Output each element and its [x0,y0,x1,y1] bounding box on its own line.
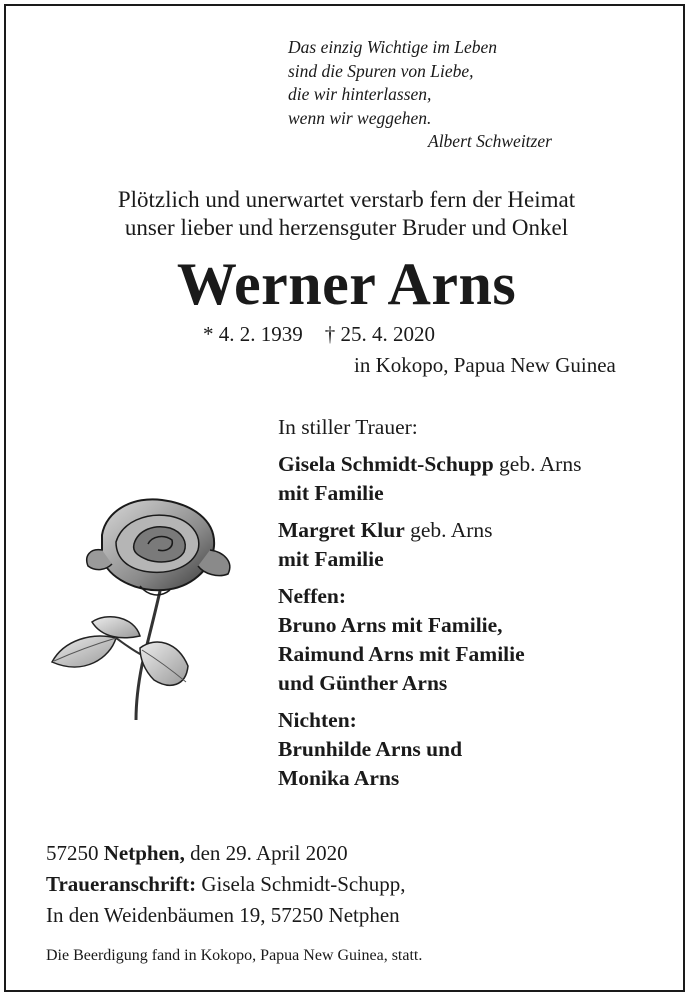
mourners-heading: In stiller Trauer: [278,415,418,439]
mourner-nieces [278,706,581,793]
place-date-line [46,838,405,869]
niece-line: Brunhilde Arns und [278,737,463,761]
burial-note: Die Beerdigung fand in Kokopo, Papua New Guinea, statt. [46,947,423,964]
mourner-sister-2 [278,516,581,574]
niece-line: Monika Arns [278,766,400,790]
postal-code: 57250 [46,841,99,865]
mourner-born: geb. Arns [410,518,493,542]
nephew-line: Raimund Arns mit Familie [278,642,525,666]
nephews-label: Neffen: [278,584,347,608]
notice-date: den 29. April 2020 [190,841,348,865]
life-dates [203,321,435,347]
intro-text [0,186,693,242]
mourner-born: geb. Arns [499,452,582,476]
rose-icon [44,490,244,725]
death-date: † 25. 4. 2020 [324,322,435,346]
mourner-family: mit Familie [278,547,384,571]
nephew-line: und Günther Arns [278,671,448,695]
address-street: In den Weidenbäumen 19, 57250 Netphen [46,903,400,927]
nieces-label: Nichten: [278,708,357,732]
quote-line: die wir hinterlassen, [288,84,432,104]
nephew-line: Bruno Arns mit Familie, [278,613,503,637]
mourners-list [278,413,581,801]
quote-line: Das einzig Wichtige im Leben [288,37,498,57]
address-line [46,869,405,900]
address-label: Traueranschrift: [46,872,197,896]
quote-line: sind die Spuren von Liebe, [288,60,474,81]
mourner-name: Gisela Schmidt-Schupp [278,452,494,476]
address-name: Gisela Schmidt-Schupp, [201,872,406,896]
footer-block [46,838,405,931]
death-place: in Kokopo, Papua New Guinea [354,353,616,377]
intro-line-2: unser lieber und herzensguter Bruder und Onkel [124,215,569,240]
quote-author: Albert Schweitzer [428,131,552,151]
mourner-name: Margret Klur [278,518,405,542]
birth-date: * 4. 2. 1939 [203,322,303,346]
mourner-nephews [278,582,581,698]
intro-line-1: Plötzlich und unerwartet verstarb fern der Heimat [117,187,576,212]
deceased-name: Werner Arns [176,251,517,317]
quote-block [288,36,552,154]
city: Netphen, [103,841,185,865]
mourner-family: mit Familie [278,481,384,505]
quote-line: wenn wir weggehen. [288,107,432,128]
mourner-sister-1 [278,450,581,508]
